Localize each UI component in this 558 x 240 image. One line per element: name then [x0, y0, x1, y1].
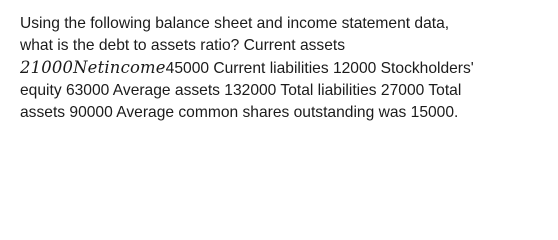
question-text: [20, 13, 545, 124]
rendered-math-fragment: 21000Netincome: [20, 58, 166, 77]
question-line-rest: 45000 Current liabilities 12000 Stockholders': [165, 60, 474, 77]
question-line: assets 90000 Average common shares outstanding was 15000.: [20, 104, 459, 121]
question-line: [20, 57, 545, 80]
question-line: Using the following balance sheet and income statement data,: [20, 15, 450, 32]
question-line: equity 63000 Average assets 132000 Total liabilities 27000 Total: [20, 82, 462, 99]
question-line: what is the debt to assets ratio? Current assets: [20, 37, 346, 54]
